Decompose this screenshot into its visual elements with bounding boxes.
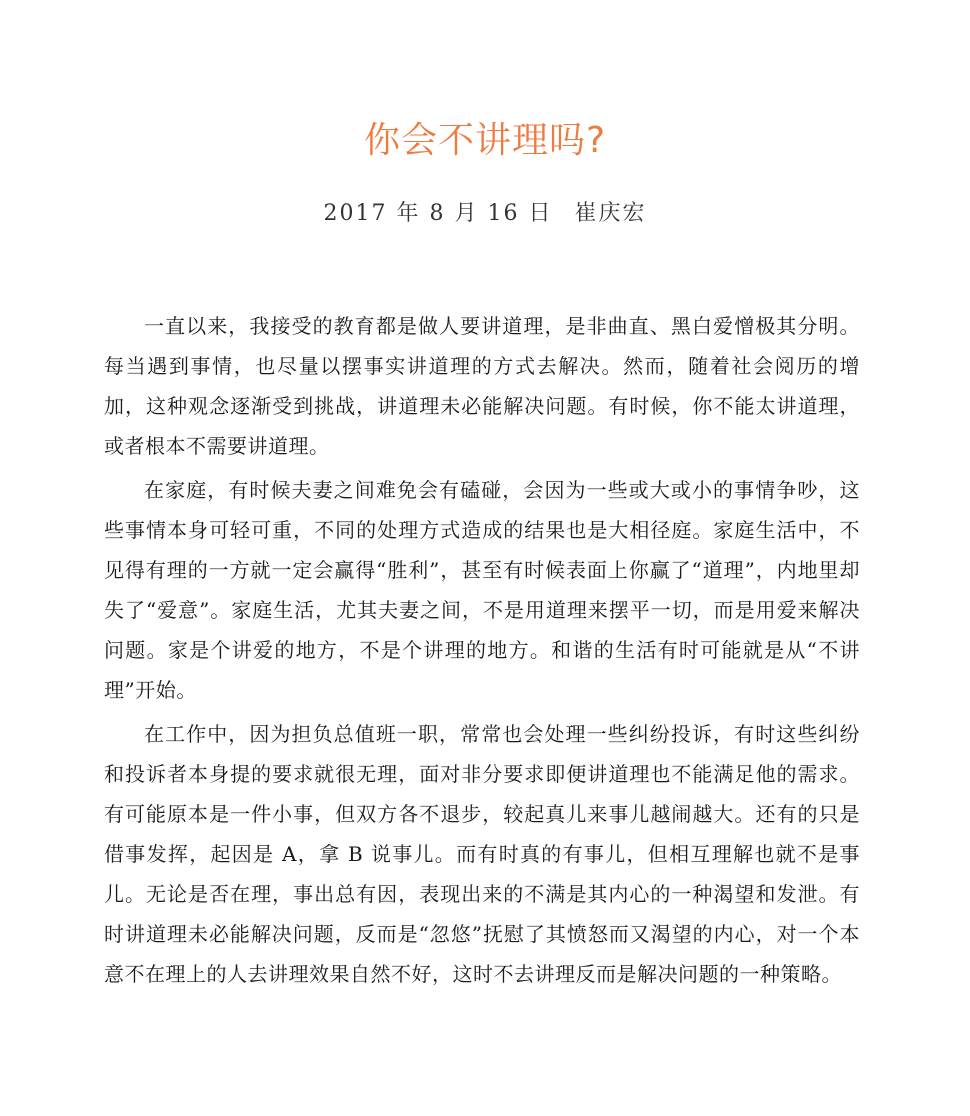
article-date: 2017 年 8 月 16 日 <box>323 201 553 226</box>
article-meta <box>0 196 970 227</box>
article-body <box>104 306 860 998</box>
paragraph: 一直以来，我接受的教育都是做人要讲道理，是非曲直、黑白爱憎极其分明。每当遇到事情，也尽量以摆事实讲道理的方式去解决。然而，随着社会阅历的增加，这种观念逐渐受到挑战，讲道理未必能解决问题。有时候，你不能太讲道理，或者根本不需要讲道理。 <box>104 314 860 458</box>
paragraph: 在家庭，有时候夫妻之间难免会有磕碰，会因为一些或大或小的事情争吵，这些事情本身可轻可重，不同的处理方式造成的结果也是大相径庭。家庭生活中，不见得有理的一方就一定会赢得“胜利”，甚至有时候表面上你赢了“道理”，内地里却失了“爱意”。家庭生活，尤其夫妻之间，不是用道理来摆平一切，而是用爱来解决问题。家是个讲爱的地方，不是个讲理的地方。和谐的生活有时可能就是从“不讲理”开始。 <box>104 478 860 702</box>
article-author: 崔庆宏 <box>574 201 647 226</box>
article-title: 你会不讲理吗? <box>363 120 607 161</box>
paragraph: 在工作中，因为担负总值班一职，常常也会处理一些纠纷投诉，有时这些纠纷和投诉者本身提的要求就很无理，面对非分要求即便讲道理也不能满足他的需求。有可能原本是一件小事，但双方各不退步，较起真儿来事儿越闹越大。还有的只是借事发挥，起因是 A，拿 B 说事儿。而有时真的有事儿，但相互理解也就不是事儿。无论是否在理，事出总有因，表现出来的不满是其内心的一种渴望和发泄。有时讲道理未必能解决问题，反而是“忽悠”抚慰了其愤怒而又渴望的内心，对一个本意不在理上的人去讲理效果自然不好，这时不去讲理反而是解决问题的一种策略。 <box>104 722 860 986</box>
